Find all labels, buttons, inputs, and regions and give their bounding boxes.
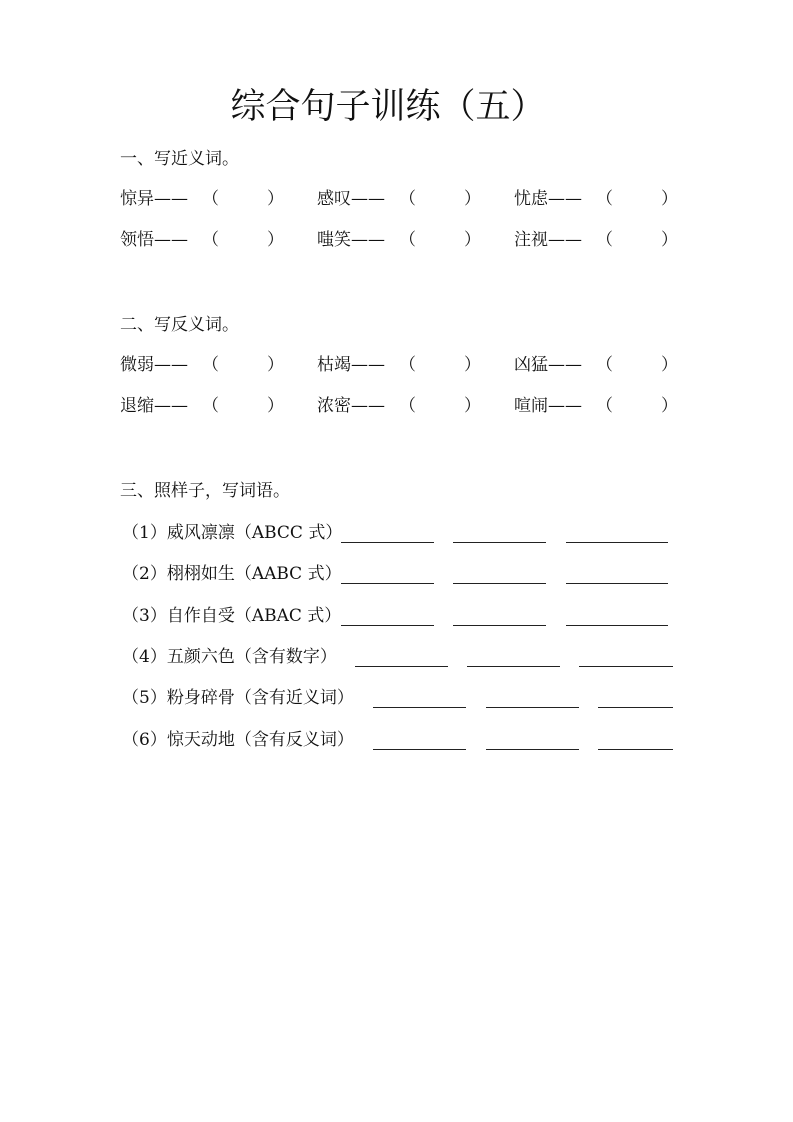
answer-line[interactable] [486, 707, 579, 708]
prompt-word: 浓密 [317, 396, 351, 416]
close-paren: ） [464, 355, 481, 375]
answer-line[interactable] [341, 583, 434, 584]
open-paren: （ [399, 355, 416, 375]
answer-line[interactable] [566, 583, 668, 584]
answer-line[interactable] [373, 749, 466, 750]
close-paren: ） [267, 355, 284, 375]
dash: —— [548, 355, 582, 375]
prompt-word: 嗤笑 [317, 230, 351, 250]
prompt-word: 感叹 [317, 189, 351, 209]
open-paren: （ [202, 355, 219, 375]
open-paren: （ [596, 355, 613, 375]
close-paren: ） [267, 189, 284, 209]
pattern-prompt: （2）栩栩如生（AABC 式） [122, 564, 342, 584]
open-paren: （ [596, 230, 613, 250]
open-paren: （ [399, 230, 416, 250]
answer-line[interactable] [453, 583, 546, 584]
prompt-word: 微弱 [120, 355, 154, 375]
open-paren: （ [399, 189, 416, 209]
answer-line[interactable] [341, 542, 434, 543]
dash: —— [548, 396, 582, 416]
dash: —— [154, 230, 188, 250]
prompt-word: 退缩 [120, 396, 154, 416]
pattern-prompt: （1）威风凛凛（ABCC 式） [122, 523, 343, 543]
prompt-word: 领悟 [120, 230, 154, 250]
open-paren: （ [202, 189, 219, 209]
dash: —— [548, 189, 582, 209]
open-paren: （ [202, 230, 219, 250]
close-paren: ） [661, 355, 678, 375]
open-paren: （ [202, 396, 219, 416]
answer-line[interactable] [467, 666, 560, 667]
answer-line[interactable] [566, 625, 668, 626]
pattern-prompt: （6）惊天动地（含有反义词） [122, 730, 354, 750]
section-heading: 一、写近义词。 [120, 149, 239, 169]
prompt-word: 注视 [514, 230, 548, 250]
dash: —— [351, 355, 385, 375]
answer-line[interactable] [373, 707, 466, 708]
close-paren: ） [464, 189, 481, 209]
answer-line[interactable] [598, 749, 673, 750]
open-paren: （ [596, 189, 613, 209]
open-paren: （ [596, 396, 613, 416]
answer-line[interactable] [566, 542, 668, 543]
prompt-word: 忧虑 [514, 189, 548, 209]
answer-line[interactable] [486, 749, 579, 750]
prompt-word: 枯竭 [317, 355, 351, 375]
dash: —— [154, 189, 188, 209]
close-paren: ） [267, 396, 284, 416]
answer-line[interactable] [355, 666, 448, 667]
dash: —— [351, 396, 385, 416]
prompt-word: 凶猛 [514, 355, 548, 375]
page-title: 综合句子训练（五） [230, 87, 546, 127]
close-paren: ） [267, 230, 284, 250]
close-paren: ） [661, 189, 678, 209]
answer-line[interactable] [341, 625, 434, 626]
dash: —— [548, 230, 582, 250]
prompt-word: 惊异 [120, 189, 154, 209]
close-paren: ） [661, 396, 678, 416]
close-paren: ） [661, 230, 678, 250]
dash: —— [154, 355, 188, 375]
pattern-prompt: （4）五颜六色（含有数字） [122, 647, 337, 667]
prompt-word: 喧闹 [514, 396, 548, 416]
dash: —— [154, 396, 188, 416]
section-heading: 二、写反义词。 [120, 315, 239, 335]
answer-line[interactable] [453, 542, 546, 543]
answer-line[interactable] [453, 625, 546, 626]
pattern-prompt: （5）粉身碎骨（含有近义词） [122, 688, 354, 708]
dash: —— [351, 189, 385, 209]
close-paren: ） [464, 396, 481, 416]
open-paren: （ [399, 396, 416, 416]
section-heading: 三、照样子，写词语。 [120, 481, 290, 501]
answer-line[interactable] [598, 707, 673, 708]
pattern-prompt: （3）自作自受（ABAC 式） [122, 606, 342, 626]
dash: —— [351, 230, 385, 250]
answer-line[interactable] [579, 666, 673, 667]
close-paren: ） [464, 230, 481, 250]
